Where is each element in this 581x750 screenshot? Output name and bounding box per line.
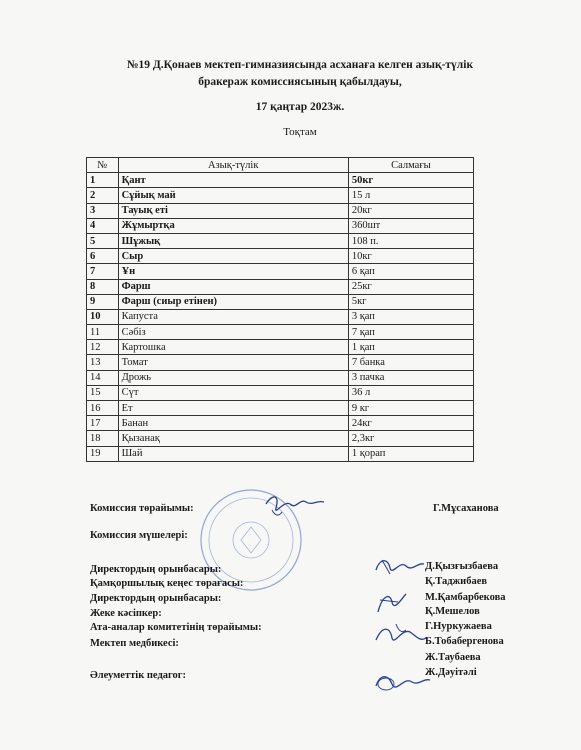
cell-number: 10	[87, 309, 119, 324]
cell-product: Сұйық май	[118, 188, 348, 203]
cell-number: 17	[87, 416, 119, 431]
table-row	[87, 294, 474, 309]
member-role: Әлеуметтік педагог:	[90, 670, 187, 681]
table-row	[87, 309, 474, 324]
title-line-2: бракераж комиссиясының қабылдауы,	[198, 76, 402, 88]
member-signature-3	[372, 620, 428, 650]
member-name: Қ.Мешелов	[425, 606, 480, 617]
cell-number: 18	[87, 431, 119, 446]
cell-product: Томат	[118, 355, 348, 370]
cell-product: Картошка	[118, 340, 348, 355]
members-label: Комиссия мүшелері:	[90, 530, 188, 541]
decision-heading: Тоқтам	[283, 126, 317, 138]
cell-weight: 9 кг	[348, 401, 473, 416]
cell-weight: 108 п.	[348, 233, 473, 248]
table-header-row	[87, 158, 474, 173]
cell-weight: 6 қап	[348, 264, 473, 279]
cell-weight: 3 пачка	[348, 370, 473, 385]
cell-product: Жұмыртқа	[118, 218, 348, 233]
member-name: Д.Қызғызбаева	[425, 561, 499, 572]
cell-weight: 25кг	[348, 279, 473, 294]
cell-number: 5	[87, 233, 119, 248]
header-product: Азық-түлік	[118, 158, 348, 173]
cell-number: 14	[87, 370, 119, 385]
cell-number: 12	[87, 340, 119, 355]
cell-product: Дрожь	[118, 370, 348, 385]
cell-weight: 50кг	[348, 173, 473, 188]
cell-weight: 1 қап	[348, 340, 473, 355]
cell-product: Сыр	[118, 249, 348, 264]
cell-product: Фарш	[118, 279, 348, 294]
table-row	[87, 233, 474, 248]
member-role: Қамқоршылық кеңес төрағасы:	[90, 578, 244, 589]
cell-weight: 3 қап	[348, 309, 473, 324]
cell-weight: 36 л	[348, 385, 473, 400]
member-name: Ж.Таубаева	[425, 652, 481, 663]
table-row	[87, 355, 474, 370]
cell-weight: 15 л	[348, 188, 473, 203]
cell-product: Банан	[118, 416, 348, 431]
document-date: 17 қаңтар 2023ж.	[255, 101, 345, 113]
member-name: Г.Нуркужаева	[425, 621, 492, 632]
table-row	[87, 401, 474, 416]
cell-weight: 24кг	[348, 416, 473, 431]
cell-weight: 7 банка	[348, 355, 473, 370]
header-number: №	[87, 158, 119, 173]
member-name: Ж.Дәуітәлі	[425, 667, 477, 678]
cell-weight: 10кг	[348, 249, 473, 264]
cell-product: Қызанақ	[118, 431, 348, 446]
cell-number: 6	[87, 249, 119, 264]
cell-weight: 5кг	[348, 294, 473, 309]
cell-number: 19	[87, 446, 119, 461]
table-body	[87, 173, 474, 462]
member-role: Мектеп медбикесі:	[90, 638, 179, 649]
cell-product: Ет	[118, 401, 348, 416]
cell-weight: 360шт	[348, 218, 473, 233]
cell-product: Фарш (сиыр етінен)	[118, 294, 348, 309]
products-table	[86, 157, 474, 462]
member-signature-2	[372, 588, 412, 618]
cell-number: 2	[87, 188, 119, 203]
table-row	[87, 188, 474, 203]
member-name: Қ.Таджибаев	[425, 576, 488, 587]
cell-number: 8	[87, 279, 119, 294]
table-row	[87, 340, 474, 355]
title-line-1: №19 Д.Қонаев мектеп-гимназиясында асханаға келген азық-түлік	[126, 59, 474, 71]
cell-product: Қант	[118, 173, 348, 188]
cell-product: Капуста	[118, 309, 348, 324]
cell-number: 15	[87, 385, 119, 400]
cell-number: 3	[87, 203, 119, 218]
cell-number: 11	[87, 325, 119, 340]
cell-product: Шұжық	[118, 233, 348, 248]
cell-weight: 2,3кг	[348, 431, 473, 446]
table-row	[87, 173, 474, 188]
cell-number: 16	[87, 401, 119, 416]
cell-number: 4	[87, 218, 119, 233]
table-row	[87, 446, 474, 461]
cell-product: Сәбіз	[118, 325, 348, 340]
cell-weight: 7 қап	[348, 325, 473, 340]
member-signature-1	[372, 554, 428, 580]
header-weight: Салмағы	[348, 158, 473, 173]
cell-product: Сүт	[118, 385, 348, 400]
member-role: Ата-аналар комитетінің төрайымы:	[90, 622, 262, 633]
chair-name: Г.Мұсаханова	[433, 503, 499, 514]
cell-number: 13	[87, 355, 119, 370]
table-row	[87, 264, 474, 279]
table-row	[87, 249, 474, 264]
document-title	[80, 57, 520, 91]
member-role: Директордың орынбасары:	[90, 564, 222, 575]
table-row	[87, 431, 474, 446]
chair-signature	[262, 490, 332, 524]
chair-label: Комиссия төрайымы:	[90, 503, 194, 514]
table-row	[87, 416, 474, 431]
table-row	[87, 203, 474, 218]
cell-number: 7	[87, 264, 119, 279]
table-row	[87, 279, 474, 294]
table-row	[87, 218, 474, 233]
cell-product: Шай	[118, 446, 348, 461]
cell-number: 9	[87, 294, 119, 309]
cell-weight: 1 қорап	[348, 446, 473, 461]
table-row	[87, 325, 474, 340]
cell-product: Ұн	[118, 264, 348, 279]
cell-number: 1	[87, 173, 119, 188]
member-role: Жеке кәсіпкер:	[90, 608, 162, 619]
table-row	[87, 385, 474, 400]
member-name: Б.Тобабергенова	[425, 636, 504, 647]
member-name: М.Қамбарбекова	[425, 592, 506, 603]
cell-product: Тауық еті	[118, 203, 348, 218]
member-role: Директордың орынбасары:	[90, 593, 222, 604]
table-row	[87, 370, 474, 385]
cell-weight: 20кг	[348, 203, 473, 218]
